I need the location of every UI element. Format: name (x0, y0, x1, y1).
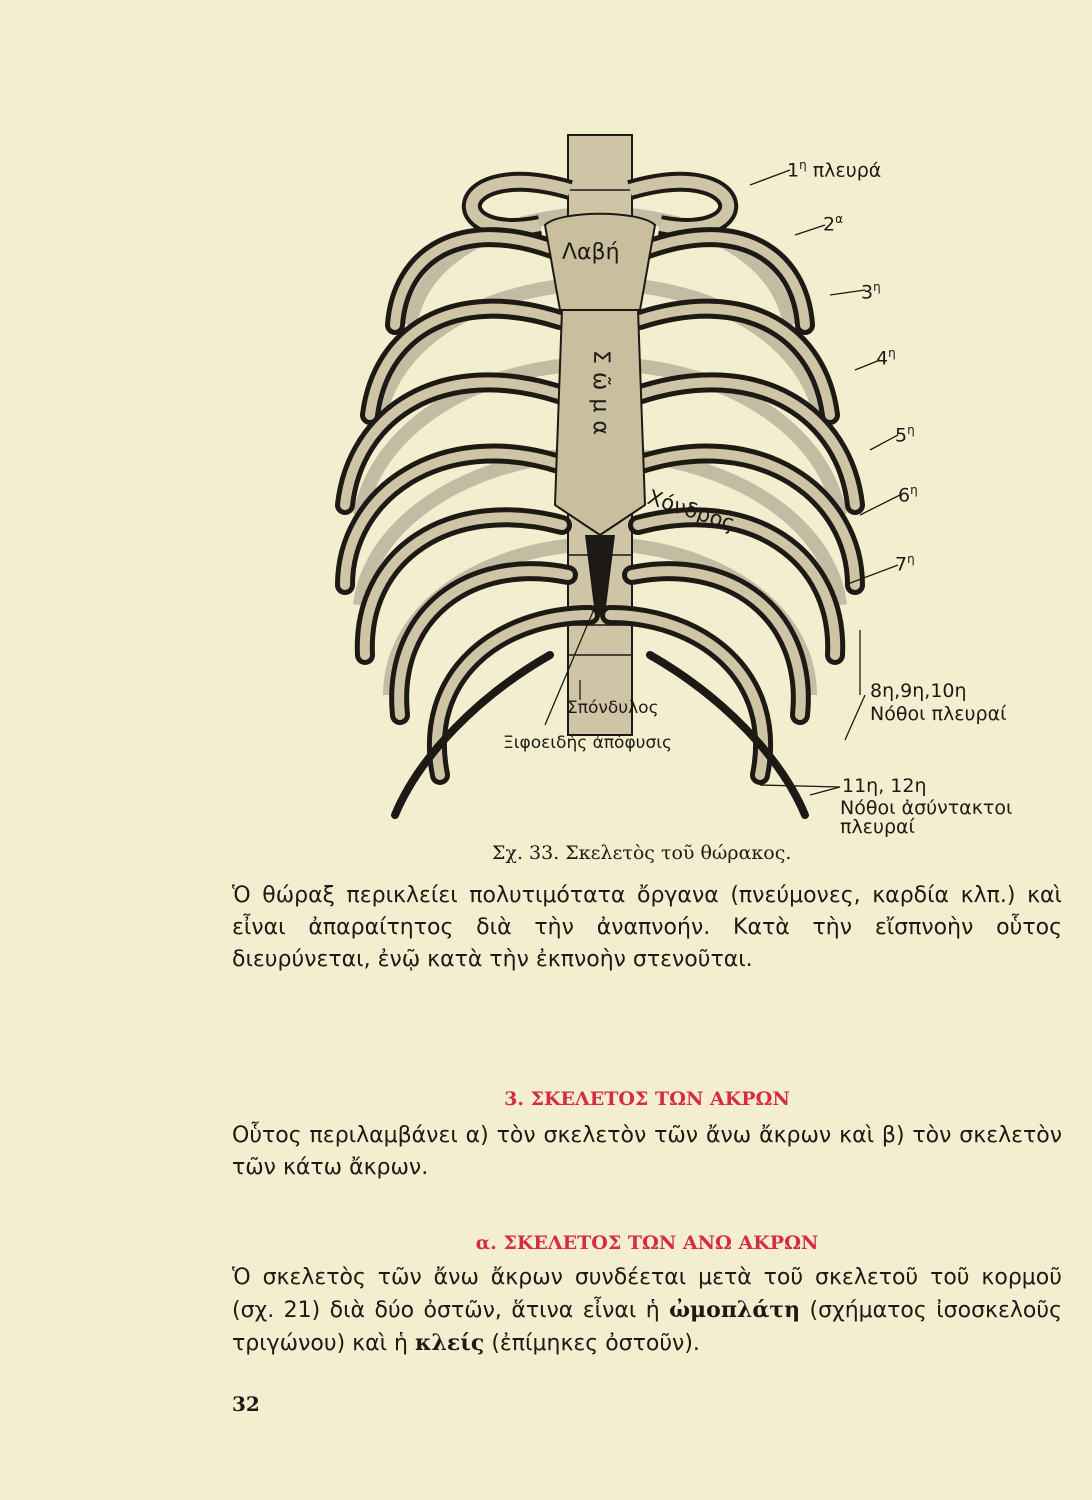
label-rib-4: $4^\eta$ (876, 346, 896, 370)
heading-limbs-skeleton: 3. ΣΚΕΛΕΤΟΣ ΤΩΝ ΑΚΡΩΝ (504, 1088, 790, 1110)
paragraph-limbs: Οὗτος περιλαμβάνει α) τὸν σκελετὸν τῶν ἄνω ἄκρων καὶ β) τὸν σκελετὸν τῶν κάτω ἄκρων. (232, 1123, 1062, 1180)
label-rib-1: $1^\eta$ πλευρά (787, 158, 882, 182)
label-false-ribs: Νόθοι πλευραί (870, 703, 1007, 725)
page-number: 32 (232, 1392, 260, 1416)
label-floating-ribs-numbers: 11η, 12η (842, 775, 927, 797)
label-vertebra: Σπόνδυλος (567, 698, 659, 718)
label-floating-ribs-line1: Νόθοι ἀσύντακτοι (840, 797, 1013, 819)
label-false-ribs-numbers: 8η,9η,10η (870, 680, 967, 702)
label-sternum-body: Σῶμα (588, 350, 613, 443)
label-floating-ribs-line2: πλευραί (840, 816, 915, 838)
label-rib-5: $5^\eta$ (895, 423, 915, 447)
label-xiphoid: Ξιφοειδὴς ἀπόφυσις (503, 733, 673, 753)
heading-upper-limbs-skeleton: α. ΣΚΕΛΕΤΟΣ ΤΩΝ ΑΝΩ ΑΚΡΩΝ (475, 1232, 819, 1254)
label-rib-3: $3^\eta$ (861, 280, 881, 304)
figure-caption: Σχ. 33. Σκελετὸς τοῦ θώρακος. (492, 842, 792, 864)
label-rib-7: $7^\eta$ (895, 552, 915, 576)
label-manubrium: Λαβή (562, 240, 620, 265)
term-clavicle: κλείς (415, 1330, 485, 1356)
label-rib-2: $2^\alpha$ (823, 212, 844, 236)
label-rib-6: $6^\eta$ (898, 483, 918, 507)
label-cartilage: Χόνδρος (644, 485, 738, 536)
term-scapula: ὠμοπλάτη (669, 1297, 801, 1323)
paragraph-thorax: Ὁ θώραξ περικλείει πολυτιμότατα ὄργανα (πνεύμονες, καρδία κλπ.) καὶ εἶναι ἀπαραίτητος διὰ τὴν ἀναπνοήν. Κατὰ τὴν εἴσπνοὴν οὗτος διευρύνεται, ἐνῷ κατὰ τὴν ἐκπνοὴν στενοῦται. (232, 883, 1062, 972)
paragraph-upper-limbs: Ὁ σκελετὸς τῶν ἄνω ἄκρων συνδέεται μετὰ τοῦ σκελετοῦ τοῦ κορμοῦ (σχ. 21) διὰ δύο ὀστῶν, ἅτινα εἶναι ἡ ὠμοπλάτη (σχήματος ἰσοσκελοῦς τριγώνου) καὶ ἡ κλείς (ἐπίμηκες ὀστοῦν). (232, 1265, 1062, 1356)
